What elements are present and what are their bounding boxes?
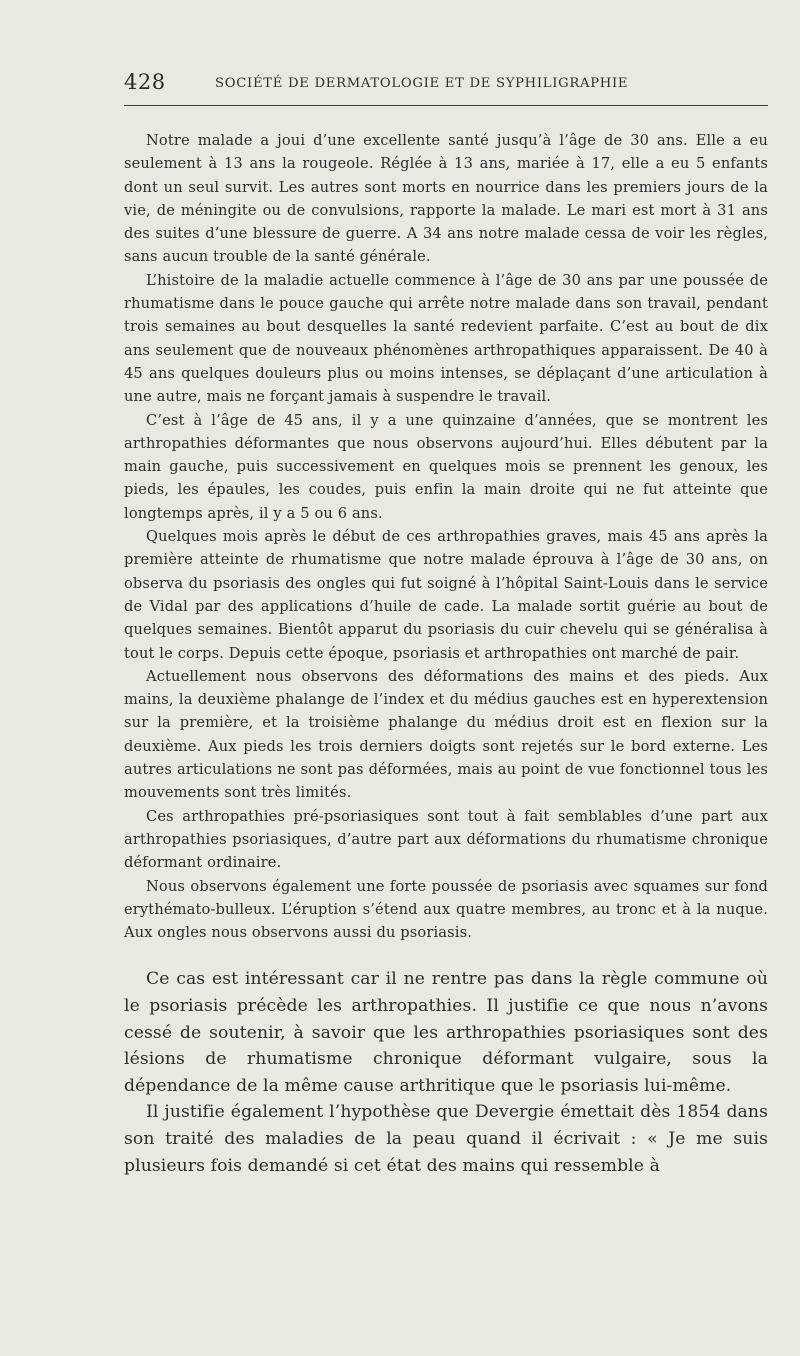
case-observation: [124, 129, 768, 944]
paragraph: Actuellement nous observons des déformations des mains et des pieds. Aux mains, la deuxième phalange de l’index et du médius gauches est en hyperextension sur la première, et la troisième phalange du médius droit est en flexion sur la deuxième. Aux pieds les trois derniers doigts sont rejetés sur le bord externe. Les autres articulations ne sont pas déformées, mais au point de vue fonctionnel tous les mouvements sont très limités.: [124, 667, 768, 802]
header-rule: [124, 105, 768, 106]
paragraph: Ce cas est intéressant car il ne rentre pas dans la règle commune où le psoriasis précède les arthropathies. Il justifie ce que nous n’avons cessé de soutenir, à savoir que les arthropathies psoriasiques sont des lésions de rhumatisme chronique déformant vulgaire, sous la dépendance de la même cause arthritique que le psoriasis lui-même.: [124, 969, 768, 1096]
paragraph: Nous observons également une forte poussée de psoriasis avec squames sur fond erythémato-bulleux. L’éruption s’étend aux quatre membres, au tronc et à la nuque. Aux ongles nous observons aussi du psoriasis.: [124, 877, 768, 942]
discussion: [124, 966, 768, 1179]
paragraph: L’histoire de la maladie actuelle commence à l’âge de 30 ans par une poussée de rhumatisme dans le pouce gauche qui arrête notre malade dans son travail, pendant trois semaines au bout desquelles la santé redevient parfaite. C’est au bout de dix ans seulement que de nouveaux phénomènes arthropathiques apparaissent. De 40 à 45 ans quelques douleurs plus ou moins intenses, se déplaçant d’une articulation à une autre, mais ne forçant jamais à suspendre le travail.: [124, 271, 768, 406]
paragraph: Il justifie également l’hypothèse que Devergie émettait dès 1854 dans son traité des maladies de la peau quand il écrivait : « Je me suis plusieurs fois demandé si cet état des mains qui ressemble à: [124, 1102, 768, 1176]
paragraph: Ces arthropathies pré-psoriasiques sont tout à fait semblables d’une part aux arthropathies psoriasiques, d’autre part aux déformations du rhumatisme chronique déformant ordinaire.: [124, 807, 768, 872]
body-text: [124, 129, 768, 1179]
running-title: SOCIÉTÉ DE DERMATOLOGIE ET DE SYPHILIGRAPHIE: [215, 76, 629, 91]
page-number: 428: [124, 70, 166, 94]
page-header: [124, 68, 768, 100]
paragraph: Quelques mois après le début de ces arthropathies graves, mais 45 ans après la première atteinte de rhumatisme que notre malade éprouva à l’âge de 30 ans, on observa du psoriasis des ongles qui fut soigné à l’hôpital Saint-Louis dans le service de Vidal par des applications d’huile de cade. La malade sortit guérie au bout de quelques semaines. Bientôt apparut du psoriasis du cuir chevelu qui se généralisa à tout le corps. Depuis cette époque, psoriasis et arthropathies ont marché de pair.: [124, 528, 768, 662]
paragraph: C’est à l’âge de 45 ans, il y a une quinzaine d’années, que se montrent les arthropathies déformantes que nous observons aujourd’hui. Elles débutent par la main gauche, puis successivement en quelques mois se prennent les genoux, les pieds, les épaules, les coudes, puis enfin la main droite qui ne fut atteinte que longtemps après, il y a 5 ou 6 ans.: [124, 411, 768, 522]
paragraph: Notre malade a joui d’une excellente santé jusqu’à l’âge de 30 ans. Elle a eu seulement à 13 ans la rougeole. Réglée à 13 ans, mariée à 17, elle a eu 5 enfants dont un seul survit. Les autres sont morts en nourrice dans les premiers jours de la vie, de méningite ou de convulsions, rapporte la malade. Le mari est mort à 31 ans des suites d’une blessure de guerre. A 34 ans notre malade cessa de voir les règles, sans aucun trouble de la santé générale.: [124, 132, 768, 266]
